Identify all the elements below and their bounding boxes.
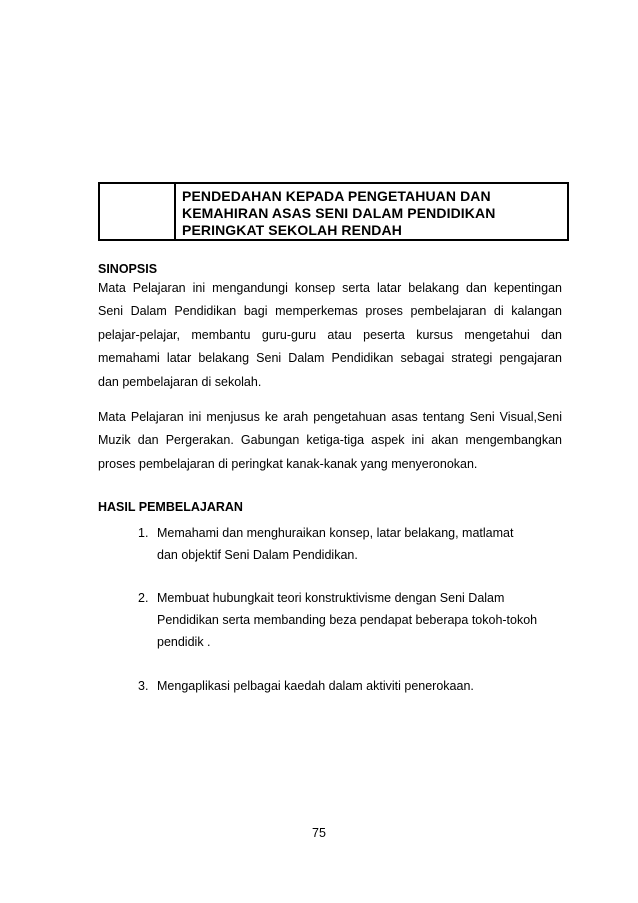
chapter-title-line: PENDEDAHAN KEPADA PENGETAHUAN DAN — [182, 188, 491, 204]
list-item-line: dan objektif Seni Dalam Pendidikan. — [157, 548, 358, 562]
list-item-text — [157, 522, 567, 566]
paragraph-line: Muzik dan Pergerakan. Gabungan ketiga-tiga aspek ini akan mengembangkan — [98, 433, 562, 448]
paragraph-line: proses pembelajaran di peringkat kanak-kanak yang menyeronokan. — [98, 456, 478, 471]
chapter-title-line: PERINGKAT SEKOLAH RENDAH — [182, 222, 402, 238]
paragraph-line: pelajar-pelajar, membantu guru-guru atau peserta kursus mengetahui dan — [98, 327, 562, 342]
sinopsis-paragraph-2 — [98, 406, 562, 476]
list-item-line: Membuat hubungkait teori konstruktivisme dengan Seni Dalam — [157, 591, 505, 605]
list-item-text — [157, 675, 567, 697]
paragraph-line: memahami latar belakang Seni Dalam Pendidikan sebagai strategi pengajaran — [98, 351, 562, 366]
chapter-title-line: KEMAHIRAN ASAS SENI DALAM PENDIDIKAN — [182, 205, 496, 221]
list-item-number: 2. — [138, 591, 149, 605]
chapter-title-box — [98, 182, 569, 241]
list-item-number: 3. — [138, 679, 149, 693]
sinopsis-paragraph-1 — [98, 277, 562, 394]
paragraph-line: dan pembelajaran di sekolah. — [98, 374, 262, 389]
list-item-number: 1. — [138, 526, 149, 540]
page-number: 75 — [312, 826, 326, 840]
title-box-empty-cell — [100, 184, 176, 239]
list-item-line: Memahami dan menghuraikan konsep, latar belakang, matlamat — [157, 526, 514, 540]
sinopsis-heading: SINOPSIS — [98, 262, 158, 276]
list-item-line: Mengaplikasi pelbagai kaedah dalam aktiviti penerokaan. — [157, 679, 474, 693]
paragraph-line: Mata Pelajaran ini menjusus ke arah pengetahuan asas tentang Seni Visual,Seni — [98, 410, 562, 424]
paragraph-line: Mata Pelajaran ini mengandungi konsep serta latar belakang dan kepentingan — [98, 281, 562, 295]
paragraph-line: Seni Dalam Pendidikan bagi memperkemas proses pembelajaran di kalangan — [98, 304, 562, 319]
list-item-line: pendidik . — [157, 635, 211, 649]
chapter-title — [176, 184, 567, 239]
hasil-heading: HASIL PEMBELAJARAN — [98, 500, 243, 514]
list-item-text — [157, 587, 567, 653]
list-item-line: Pendidikan serta membanding beza pendapat beberapa tokoh-tokoh — [157, 613, 538, 627]
